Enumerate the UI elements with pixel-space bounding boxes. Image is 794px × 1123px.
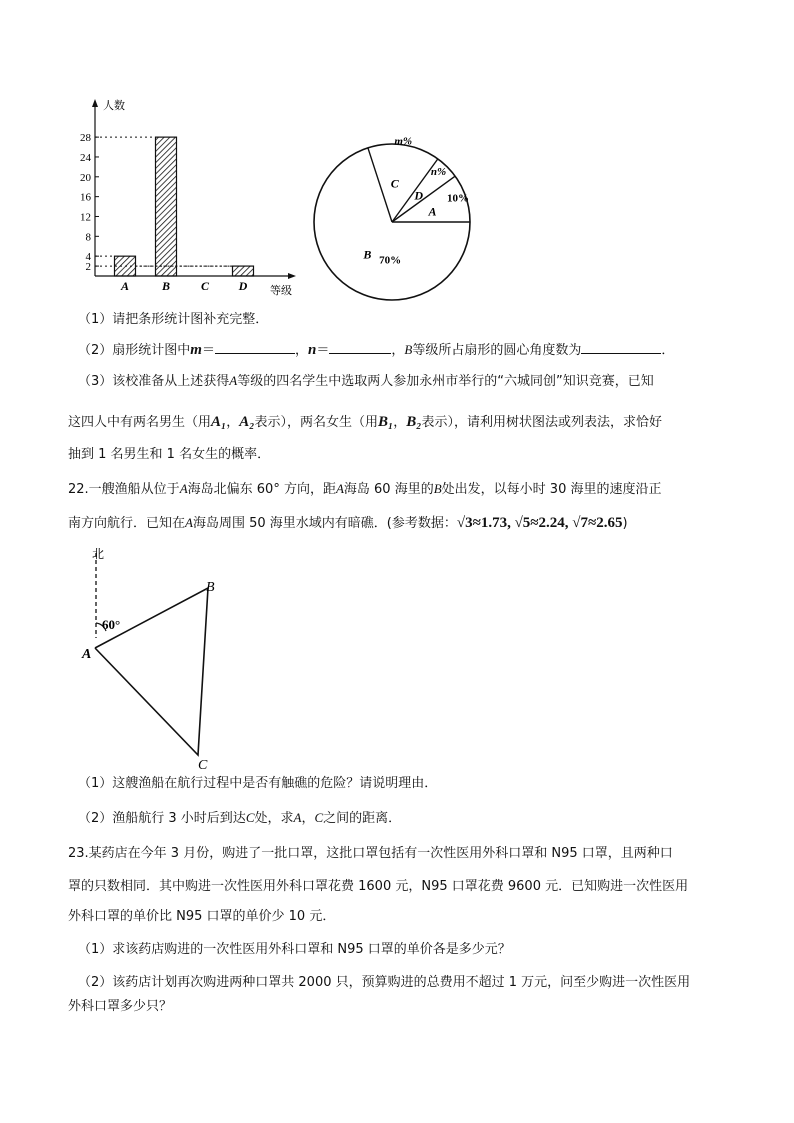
text: ，: [226, 415, 240, 430]
var-b: B: [404, 342, 413, 357]
text: ．: [661, 343, 675, 358]
var-a: A: [229, 373, 238, 388]
q21-part2: [78, 341, 674, 360]
q23-part2-line1: （2）该药店计划再次购进两种口罩共 2000 只，预算购进的总费用不超过 1 万元，问至少购进一次性医用: [78, 975, 691, 990]
q23-line3: 外科口罩的单价比 N95 口罩的单价少 10 元．: [68, 909, 336, 924]
q23-part1: （1）求该药店购进的一次性医用外科口罩和 N95 口罩的单价各是多少元？: [78, 942, 511, 957]
answer-blank-angle[interactable]: [581, 341, 661, 354]
q21-part3-line1: [78, 372, 654, 391]
text: ＝: [316, 343, 330, 358]
var: A: [179, 481, 188, 496]
triangle-abc: [95, 588, 208, 755]
x-tick-label-C: C: [200, 279, 210, 293]
q21-part3-line3: 抽到 1 名男生和 1 名女生的概率．: [68, 447, 271, 462]
y-tick-label: 8: [85, 231, 91, 244]
y-tick-label: 16: [80, 191, 91, 204]
var: C: [314, 810, 324, 825]
point-c-label: C: [198, 758, 208, 773]
pie-label-B: B: [363, 247, 372, 262]
text: 南方向航行．已知在: [68, 516, 186, 531]
text: 处，求: [254, 811, 294, 826]
text: ，: [301, 811, 315, 826]
pie-value-C: m%: [394, 135, 413, 148]
x-tick-label-D: D: [238, 279, 248, 293]
q23-part2-line2: 外科口罩多少只？: [68, 999, 173, 1014]
y-axis-arrow-icon: [92, 99, 98, 107]
y-axis-label: 人数: [103, 100, 125, 112]
pie-value-A: 10%: [447, 192, 470, 205]
var-b1: B₁: [378, 414, 394, 430]
var: A: [185, 515, 193, 530]
text: 等级所占扇形的圆心角度数为: [412, 343, 582, 358]
text: （3）该校准备从上述获得: [78, 374, 230, 389]
var-a2: A₂: [239, 414, 255, 430]
text: 等级的四名学生中选取两人参加永州市举行的“六城同创”知识竞赛，已知: [237, 374, 654, 389]
text: （2）扇形统计图中: [78, 343, 191, 358]
q23-line2: 罩的只数相同．其中购进一次性医用外科口罩花费 1600 元，N95 口罩花费 9600 元．已知购进一次性医用: [68, 879, 689, 894]
angle-label: 60°: [102, 617, 121, 632]
text: 海岛北偏东 60° 方向，距: [187, 482, 336, 497]
text: 海岛周围 50 海里水域内有暗礁．(参考数据：: [192, 516, 457, 531]
answer-blank-m[interactable]: [215, 341, 295, 354]
pie-label-D: D: [414, 188, 424, 203]
q21-part1: （1）请把条形统计图补充完整．: [78, 312, 269, 327]
var: B: [433, 481, 442, 496]
text: 22.一艘渔船从位于: [68, 482, 180, 497]
text: ): [622, 516, 628, 531]
q22-part2: [78, 809, 401, 828]
var: C: [245, 810, 255, 825]
answer-blank-n[interactable]: [329, 341, 391, 354]
bar-chart: [70, 95, 305, 305]
y-tick-label: 28: [80, 132, 91, 145]
var-n: n: [307, 342, 317, 358]
north-label: 北: [92, 547, 105, 561]
text: 处出发，以每小时 30 海里的速度沿正: [441, 482, 662, 497]
triangle-diagram: [70, 543, 230, 773]
pie-chart: [305, 135, 480, 310]
pie-label-A: A: [428, 204, 437, 219]
pie-value-B: 70%: [379, 254, 402, 267]
text: （2）渔船航行 3 小时后到达: [78, 811, 246, 826]
text: ，: [393, 415, 407, 430]
y-tick-label: 20: [80, 171, 91, 184]
y-tick-label: 4: [85, 251, 91, 264]
text: ＝: [201, 343, 215, 358]
y-tick-label: 24: [80, 151, 91, 164]
pie-label-C: C: [390, 176, 399, 191]
q22-line2: [68, 514, 628, 533]
var-a1: A₁: [211, 414, 227, 430]
text: 表示），两名女生（用: [254, 415, 379, 430]
x-tick-label-A: A: [120, 279, 130, 293]
text: 这四人中有两名男生（用: [68, 415, 212, 430]
q22-part1: （1）这艘渔船在航行过程中是否有触礁的危险？请说明理由．: [78, 776, 438, 791]
x-tick-label-B: B: [161, 279, 171, 293]
q21-part3-line2: [68, 413, 662, 432]
text: ，: [294, 343, 308, 358]
bar-B: [156, 137, 177, 276]
var: A: [293, 810, 302, 825]
var: A: [335, 481, 344, 496]
var-m: m: [190, 342, 202, 358]
y-tick-label: 12: [80, 211, 91, 224]
reference-data: √3≈1.73, √5≈2.24, √7≈2.65: [456, 515, 623, 531]
q23-line1: 23.某药店在今年 3 月份，购进了一批口罩，这批口罩包括有一次性医用外科口罩和 N95 口罩，且两种口: [68, 846, 673, 861]
text: 表示），请利用树状图法或列表法，求恰好: [421, 415, 663, 430]
text: 海岛 60 海里的: [343, 482, 434, 497]
text: ，: [391, 343, 405, 358]
point-b-label: B: [206, 580, 215, 595]
y-tick-label: 2: [85, 261, 91, 274]
x-axis-label: 等级: [270, 285, 292, 297]
pie-value-D: n%: [430, 166, 447, 179]
x-axis-arrow-icon: [288, 273, 296, 279]
bar-D: [233, 266, 254, 276]
var-b2: B₂: [406, 414, 422, 430]
point-a-label: A: [82, 647, 92, 662]
q22-line1: [68, 480, 661, 499]
text: 之间的距离．: [323, 811, 402, 826]
